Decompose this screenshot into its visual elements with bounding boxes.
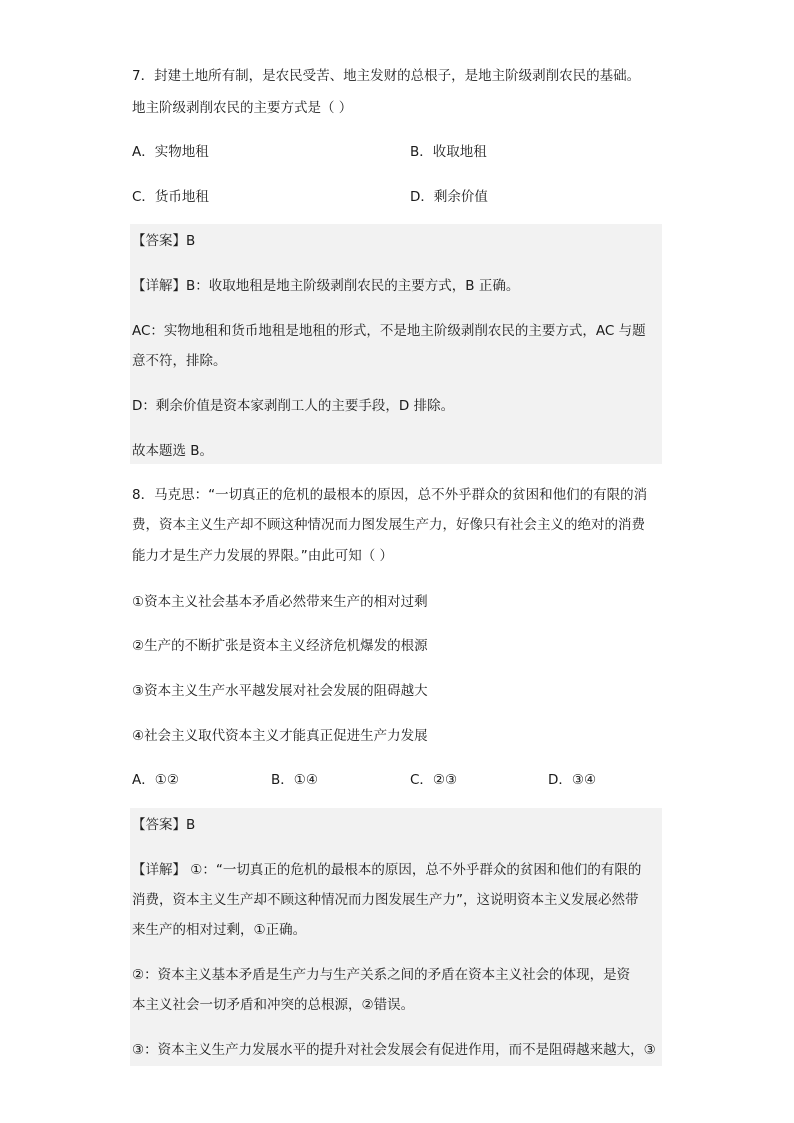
q7-option-b: B．收取地租	[410, 144, 487, 160]
q8-detail-3-line1: ③：资本主义生产力发展水平的提升对社会发展会有促进作用，而不是阻碍越来越大，③	[132, 1042, 656, 1058]
q8-option-c: C．②③	[410, 772, 458, 788]
q7-detail-2-line1: AC：实物地租和货币地租是地租的形式，不是地主阶级剥削农民的主要方式，AC 与题	[132, 323, 646, 339]
q7-detail-3: D：剩余价值是资本家剥削工人的主要手段，D 排除。	[132, 398, 455, 414]
q7-conclusion: 故本题选 B。	[132, 443, 214, 459]
q8-detail-1-line2: 消费，资本主义生产却不顾这种情况而力图发展生产力”，这说明资本主义发展必然带	[132, 892, 639, 908]
q8-stem-line3: 能力才是生产力发展的界限。”由此可知（ ）	[132, 548, 394, 564]
q7-answer-block	[130, 224, 662, 464]
q8-option-a: A．①②	[132, 772, 179, 788]
q7-stem-line2: 地主阶级剥削农民的主要方式是（ ）	[132, 100, 353, 116]
q8-option-d: D．③④	[548, 772, 597, 788]
q7-option-a: A．实物地租	[132, 144, 209, 160]
q7-detail-2-line2: 意不符，排除。	[132, 353, 227, 369]
q8-item-2: ②生产的不断扩张是资本主义经济危机爆发的根源	[132, 638, 428, 654]
q8-item-1: ①资本主义社会基本矛盾必然带来生产的相对过剩	[132, 594, 428, 610]
q8-detail-2-line1: ②：资本主义基本矛盾是生产力与生产关系之间的矛盾在资本主义社会的体现，是资	[132, 967, 631, 983]
q8-detail-1-line1: 【详解】 ①：“一切真正的危机的最根本的原因，总不外乎群众的贫困和他们的有限的	[132, 862, 642, 878]
q8-stem-line2: 费，资本主义生产却不顾这种情况而力图发展生产力，好像只有社会主义的绝对的消费	[132, 517, 645, 533]
q8-detail-2-line2: 本主义社会一切矛盾和冲突的总根源，②错误。	[132, 997, 415, 1013]
q8-stem-line1: 8．马克思：“一切真正的危机的最根本的原因，总不外乎群众的贫困和他们的有限的消	[132, 487, 648, 503]
q8-detail-1-line3: 来生产的相对过剩，①正确。	[132, 922, 307, 938]
q7-option-c: C．货币地租	[132, 189, 209, 205]
q7-detail-1: 【详解】B：收取地租是地主阶级剥削农民的主要方式，B 正确。	[132, 278, 520, 294]
q7-option-d: D．剩余价值	[410, 189, 488, 205]
q8-option-b: B．①④	[271, 772, 318, 788]
q7-answer: 【答案】B	[132, 233, 196, 249]
q8-item-3: ③资本主义生产水平越发展对社会发展的阻碍越大	[132, 683, 428, 699]
q8-answer: 【答案】B	[132, 817, 196, 833]
q7-stem-line1: 7．封建土地所有制，是农民受苦、地主发财的总根子，是地主阶级剥削农民的基础。	[132, 68, 641, 84]
q8-item-4: ④社会主义取代资本主义才能真正促进生产力发展	[132, 728, 428, 744]
